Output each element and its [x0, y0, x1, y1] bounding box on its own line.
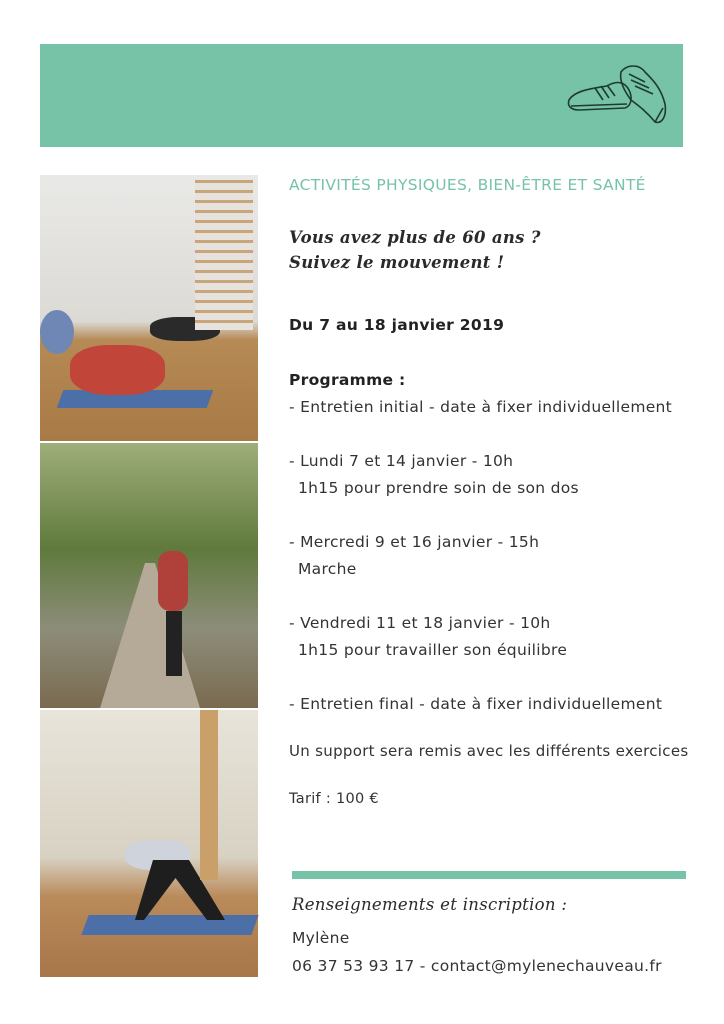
divider-bar: [292, 871, 686, 879]
programme-item: - Vendredi 11 et 18 janvier - 10h: [289, 614, 551, 632]
photo-yoga-pose: [40, 710, 258, 977]
programme-item: - Mercredi 9 et 16 janvier - 15h: [289, 533, 540, 551]
contact-title: Renseignements et inscription :: [292, 895, 568, 914]
sneakers-icon: [565, 60, 675, 132]
photo-gym-stretching: [40, 175, 258, 441]
tagline-line-2: Suivez le mouvement !: [289, 253, 505, 272]
price: Tarif : 100 €: [289, 791, 379, 807]
photo-walking-path: [40, 443, 258, 708]
programme-item: - Entretien initial - date à fixer individuellement: [289, 398, 673, 416]
date-range: Du 7 au 18 janvier 2019: [289, 316, 505, 334]
programme-item-detail: 1h15 pour prendre soin de son dos: [298, 479, 579, 497]
programme-title: Programme :: [289, 371, 406, 389]
programme-item: - Entretien final - date à fixer individuellement: [289, 695, 663, 713]
programme-item-detail: Marche: [298, 560, 357, 578]
tagline-line-1: Vous avez plus de 60 ans ?: [289, 228, 541, 247]
activity-heading: ACTIVITÉS PHYSIQUES, BIEN-ÊTRE ET SANTÉ: [289, 176, 646, 194]
programme-item-detail: 1h15 pour travailler son équilibre: [298, 641, 568, 659]
programme-item: - Lundi 7 et 14 janvier - 10h: [289, 452, 514, 470]
contact-name: Mylène: [292, 929, 350, 947]
support-note: Un support sera remis avec les différents exercices: [289, 742, 689, 760]
header-banner: [40, 44, 683, 147]
contact-details: 06 37 53 93 17 - contact@mylenechauveau.fr: [292, 957, 662, 975]
